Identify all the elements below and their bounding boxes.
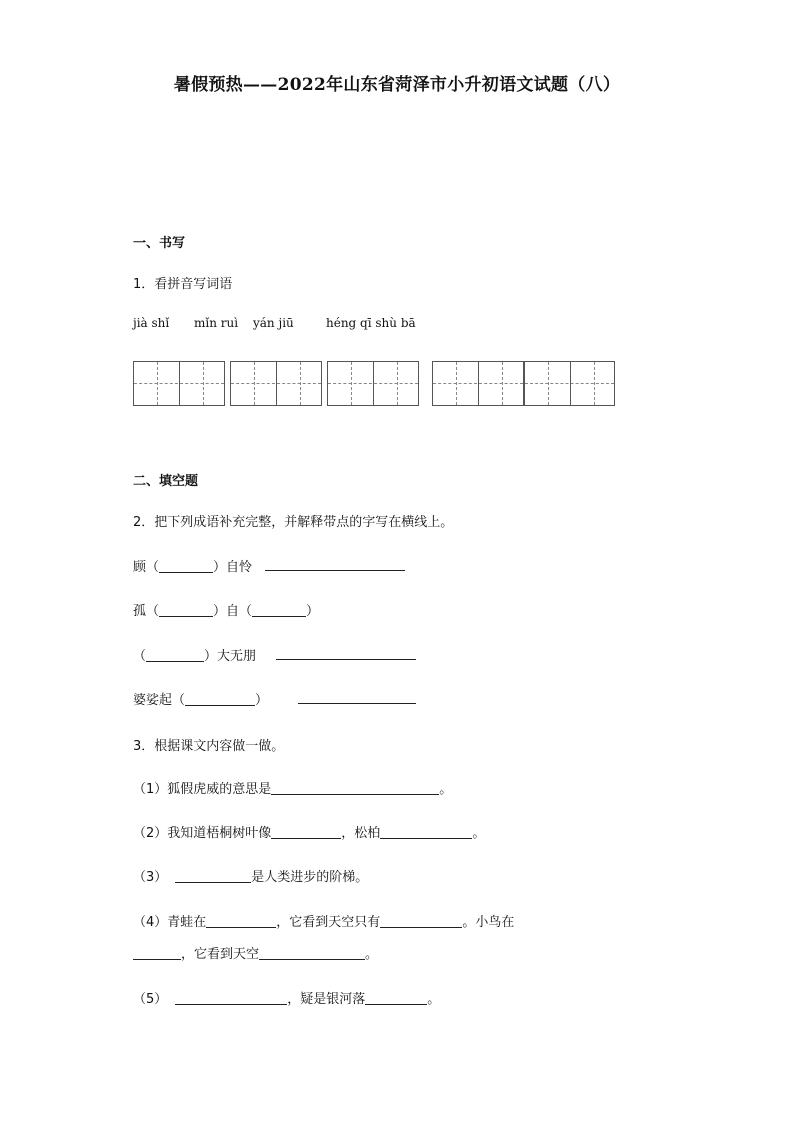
pinyin-2: mǐn ruì	[194, 316, 239, 330]
q3-item-5: （5） ，疑是银河落 。	[133, 992, 441, 1007]
writing-grid-4a[interactable]	[432, 361, 524, 406]
writing-grid-2[interactable]	[230, 361, 322, 406]
answer-line[interactable]	[265, 570, 405, 571]
q3-item-4-cont: ，它看到天空 。	[133, 943, 378, 962]
blank[interactable]	[206, 913, 276, 928]
blank[interactable]	[365, 990, 427, 1005]
blank[interactable]	[271, 780, 439, 795]
blank[interactable]	[259, 945, 365, 960]
blank[interactable]	[175, 868, 251, 883]
blank[interactable]	[175, 990, 287, 1005]
writing-grid-3[interactable]	[327, 361, 419, 406]
idiom-row-3: （ ）大无朋	[133, 649, 257, 664]
blank[interactable]	[146, 647, 204, 662]
q3-item-3: （3） 是人类进步的阶梯。	[133, 870, 369, 885]
pinyin-3: yán jiū	[253, 316, 294, 330]
blank[interactable]	[159, 602, 213, 617]
idiom-row-2: 孤（ ）自（ ）	[133, 604, 320, 619]
question-2-prompt: 2．把下列成语补充完整，并解释带点的字写在横线上。	[133, 515, 454, 530]
question-1-prompt: 1．看拼音写词语	[133, 277, 233, 292]
section-heading-writing: 一、书写	[133, 236, 186, 251]
q3-item-2: （2）我知道梧桐树叶像 ，松柏 。	[133, 826, 486, 841]
q3-item-4: （4）青蛙在 ，它看到天空只有 。小鸟在	[133, 915, 515, 930]
blank[interactable]	[159, 558, 213, 573]
pinyin-1: jià shǐ	[133, 316, 170, 330]
blank[interactable]	[380, 824, 472, 839]
blank[interactable]	[252, 602, 306, 617]
writing-grid-1[interactable]	[133, 361, 225, 406]
writing-grid-4b[interactable]	[524, 361, 615, 406]
blank[interactable]	[185, 691, 255, 706]
question-3-prompt: 3．根据课文内容做一做。	[133, 739, 285, 754]
idiom-row-4: 婆娑起（ ）	[133, 693, 269, 708]
blank[interactable]	[380, 913, 462, 928]
q3-item-1: （1）狐假虎威的意思是 。	[133, 782, 453, 797]
page-title: 暑假预热——2022年山东省菏泽市小升初语文试题（八）	[173, 75, 621, 95]
idiom-row-1: 顾（ ）自怜	[133, 560, 253, 575]
section-heading-fill-in: 二、填空题	[133, 474, 199, 489]
blank[interactable]	[271, 824, 341, 839]
answer-line[interactable]	[276, 659, 416, 660]
blank[interactable]	[133, 945, 181, 960]
pinyin-4: héng qī shù bā	[326, 316, 416, 330]
answer-line[interactable]	[298, 703, 416, 704]
